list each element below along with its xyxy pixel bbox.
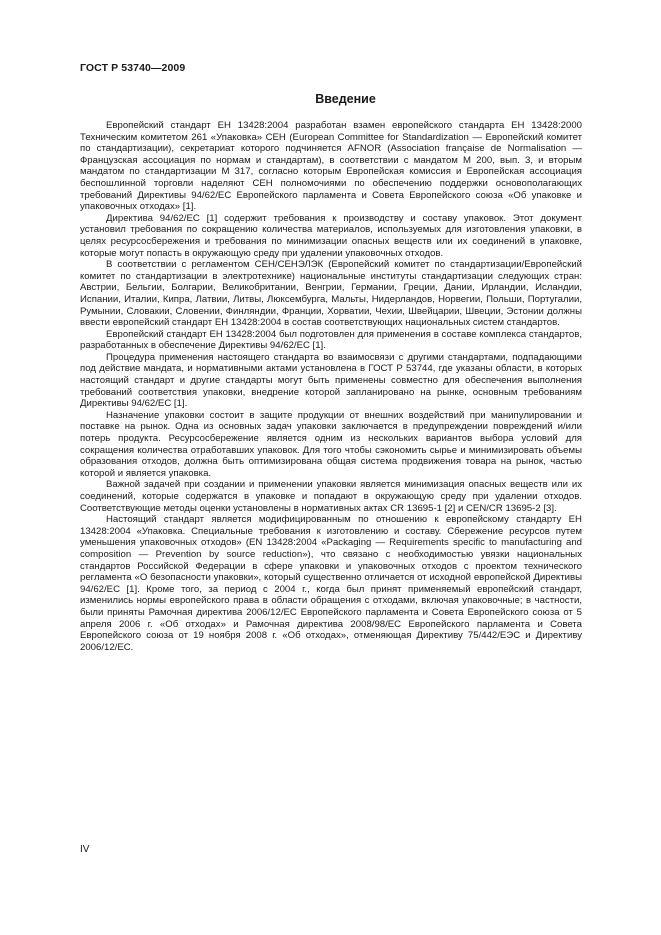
paragraph-application-procedure: Процедура применения настоящего стандарта во взаимосвязи с другими стандартами, подпадающими под действие мандата, и нормативными актами установлена в ГОСТ Р 53744, где указаны области, в которых настоящий стандарт и другие стандарты могут быть применены совместно для обеспечения выполнения требований соответствия упаковки, внедрение которой запланировано на рынке, основным требованиям Директивы 94/62/ЕС [1]. (80, 351, 582, 410)
paragraph-modification: Настоящий стандарт является модифицированным по отношению к европейскому стандарту ЕН 13428:2004 «Упаковка. Специальные требования к изготовлению и составу. Сбережение ресурсов путем уменьшения упаковочных отходов» (EN 13428:2004 «Packaging — Requirements specific to manufacturing and composition — Prevention by source reduction»), что связано с необходимостью увязки национальных стандартов Российской Федерации в сфере упаковки и упаковочных отходов с проектом технического регламента «О безопасности упаковки», который существенно отличается от исходной европейской Директивы 94/62/ЕС [1]. Кроме того, за период с 2004 г., когда был принят применяемый европейский стандарт, изменились нормы европейского права в области обращения с отходами, включая упаковочные; в частности, были приняты Рамочная директива 2006/12/ЕС Европейского парламента и Совета Европейского союза от 5 апреля 2006 г. «Об отходах» и Рамочная директива 2008/98/ЕС Европейского парламента и Совета Европейского союза от 19 ноября 2008 г. «Об отходах», отменяющая Директиву 75/442/ЕЭС и Директиву 2006/12/ЕС. (80, 514, 582, 653)
paragraph-packaging-purpose: Назначение упаковки состоит в защите продукции от внешних воздействий при манипулировании и поставке на рынок. Одна из основных задач упаковки заключается в предупреждении повреждений и/или потерь продукта. Ресурсосбережение является одним из нескольких вариантов выбора условий для сокращения количества отработавших упаковок. Для того чтобы сэкономить сырье и минимизировать объемы образования отходов, должна быть оптимизирована общая система продвижения товара на рынок, частью которой и является упаковка. (80, 409, 582, 479)
page-number: IV (80, 844, 90, 855)
paragraph-standard-origin: Европейский стандарт ЕН 13428:2004 разработан взамен европейского стандарта ЕН 13428:2000 Техническим комитетом 261 «Упаковка» CEH (European Committee for Standardization — Европейский комитет по стандартизации), секретариат которого подчиняется AFNOR (Association française de Normalisation — Французская ассоциация по нормам и стандартам), в соответствии с мандатом М 200, вып. 3, и вторым мандатом по стандартизации М 317, согласно которым Европейская комиссия и Европейская ассоциация беспошлинной торговли наделяют CEH полномочиями по обеспечению поддержки основополагающих требований Директивы 94/62/ЕС Европейского парламента и Совета Европейского союза «Об упаковке и упаковочных отходах» [1]. (80, 120, 582, 213)
standard-header: ГОСТ Р 53740—2009 (80, 62, 186, 74)
paragraph-directive-requirements: Директива 94/62/ЕС [1] содержит требования к производству и составу упаковок. Этот документ установил требования по сокращению количества материалов, используемых для изготовления упаковки, в целях ресурсосбережения и требования по минимизации опасных веществ или их соединений в упаковке, которые могут попасть в окружающую среду при удалении упаковочных отходов. (80, 212, 582, 259)
paragraph-standards-complex: Европейский стандарт ЕН 13428:2004 был подготовлен для применения в составе комплекса стандартов, разработанных в обеспечение Директивы 94/62/ЕС [1]. (80, 328, 582, 352)
paragraph-national-institutes: В соответствии с регламентом CEH/СЕНЭЛЭК (Европейский комитет по стандартизации/Европейский комитет по стандартизации в электротехнике) национальные институты стандартизации следующих стран: Австрии, Бельгии, Болгарии, Великобритании, Венгрии, Германии, Греции, Дании, Ирландии, Исландии, Испании, Италии, Кипра, Латвии, Литвы, Люксембурга, Мальты, Нидерландов, Норвегии, Польши, Португалии, Румынии, Словакии, Словении, Финляндии, Франции, Хорватии, Чехии, Швейцарии, Швеции, Эстонии должны ввести европейский стандарт ЕН 13428:2004 в состав соответствующих национальных систем стандартов. (80, 259, 582, 329)
introduction-body (80, 120, 582, 653)
paragraph-hazardous-substances: Важной задачей при создании и применении упаковки является минимизация опасных веществ или их соединений, которые содержатся в упаковке и попадают в окружающую среду при удалении отходов. Соответствующие методы оценки установлены в нормативных актах CR 13695-1 [2] и CEN/CR 13695-2 [3]. (80, 479, 582, 514)
section-title: Введение (315, 92, 376, 106)
